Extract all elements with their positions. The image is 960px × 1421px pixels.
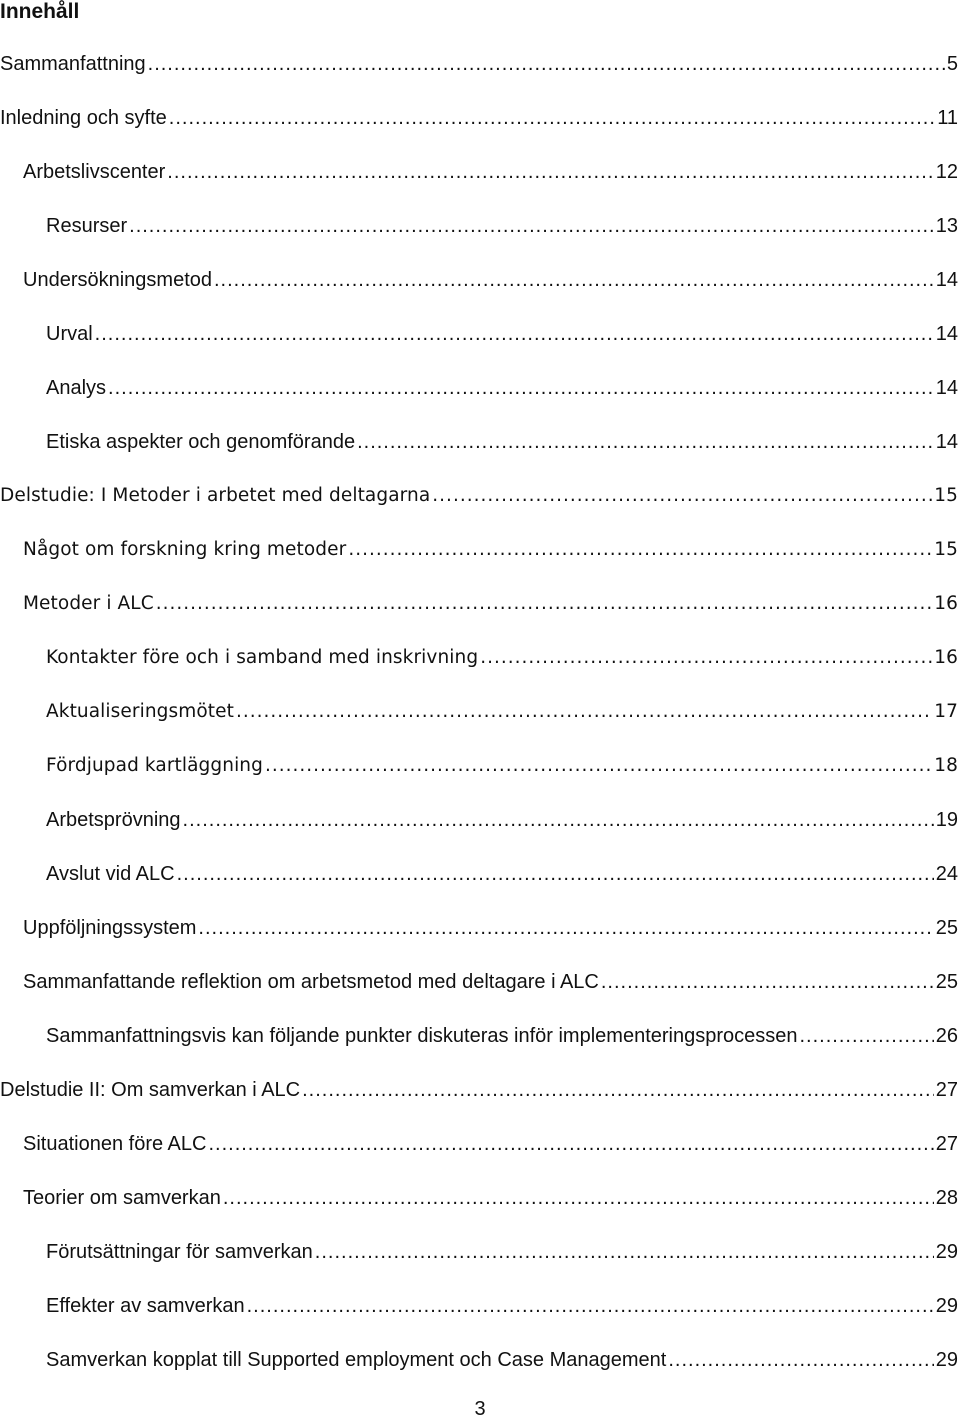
toc-entry-label[interactable]: Arbetsprövning [46,809,181,831]
dot-leader [236,698,932,726]
toc-entry[interactable] [0,1076,960,1130]
table-of-contents [0,50,960,1400]
toc-entry-label[interactable]: Sammanfattning [0,53,146,75]
dot-leader [480,644,932,672]
toc-entry-page[interactable]: 16 [934,593,958,614]
toc-entry-page[interactable]: 11 [937,107,958,129]
toc-entry-page[interactable]: 5 [946,53,958,75]
toc-entry-page[interactable]: 15 [934,539,958,560]
toc-entry-page[interactable]: 25 [935,971,958,993]
toc-entry[interactable] [0,698,960,752]
toc-entry-label[interactable]: Delstudie: I Metoder i arbetet med deltagarna [0,485,431,506]
toc-entry[interactable] [0,374,960,428]
toc-entry-page[interactable]: 17 [934,701,958,722]
toc-entry[interactable] [0,806,960,860]
toc-entry-label[interactable]: Sammanfattningsvis kan följande punkter diskuteras inför implementeringsprocessen [46,1025,798,1047]
dot-leader [208,1130,933,1158]
dot-leader [183,806,934,834]
toc-entry-page[interactable]: 26 [935,1025,958,1047]
toc-entry-page[interactable]: 29 [935,1349,958,1371]
dot-leader [214,266,934,294]
toc-entry-label[interactable]: Metoder i ALC [23,593,154,614]
toc-entry-label[interactable]: Fördjupad kartläggning [46,755,263,776]
dot-leader [169,104,935,132]
page-number: 3 [474,1398,486,1420]
toc-entry-label[interactable]: Undersökningsmetod [23,269,212,291]
toc-entry[interactable] [0,1238,960,1292]
toc-entry-page[interactable]: 12 [935,161,958,183]
toc-entry-label[interactable]: Något om forskning kring metoder [23,539,347,560]
dot-leader [348,536,932,564]
dot-leader [800,1022,934,1050]
toc-entry-page[interactable]: 14 [935,431,958,453]
toc-entry[interactable] [0,1130,960,1184]
dot-leader [223,1184,934,1212]
dot-leader [668,1346,933,1374]
toc-entry-page[interactable]: 18 [934,755,958,776]
dot-leader [148,50,945,78]
dot-leader [302,1076,934,1104]
toc-entry-page[interactable]: 27 [935,1133,958,1155]
toc-entry-label[interactable]: Inledning och syfte [0,107,167,129]
dot-leader [601,968,934,996]
toc-entry[interactable] [0,104,960,158]
toc-entry-label[interactable]: Avslut vid ALC [46,863,175,885]
toc-entry[interactable] [0,1292,960,1346]
toc-entry-page[interactable]: 14 [935,377,958,399]
toc-entry-label[interactable]: Arbetslivscenter [23,161,166,183]
dot-leader [129,212,934,240]
toc-entry-label[interactable]: Situationen före ALC [23,1133,207,1155]
dot-leader [247,1292,934,1320]
toc-entry-label[interactable]: Urval [46,323,93,345]
toc-entry-page[interactable]: 15 [934,485,958,506]
toc-entry[interactable] [0,968,960,1022]
toc-entry[interactable] [0,212,960,266]
toc-entry-label[interactable]: Kontakter före och i samband med inskrivning [46,647,479,668]
dot-leader [108,374,934,402]
toc-entry-page[interactable]: 13 [935,215,958,237]
dot-leader [265,752,932,780]
toc-entry-label[interactable]: Etiska aspekter och genomförande [46,431,356,453]
dot-leader [432,482,932,510]
toc-entry-label[interactable]: Analys [46,377,107,399]
toc-heading: Innehåll [0,0,80,23]
toc-entry-page[interactable]: 14 [935,269,958,291]
dot-leader [198,914,933,942]
toc-entry[interactable] [0,752,960,806]
toc-entry[interactable] [0,590,960,644]
toc-entry-page[interactable]: 29 [935,1295,958,1317]
dot-leader [167,158,933,186]
toc-entry-page[interactable]: 16 [934,647,958,668]
toc-entry[interactable] [0,428,960,482]
toc-entry-page[interactable]: 28 [935,1187,958,1209]
toc-entry-page[interactable]: 24 [935,863,958,885]
toc-entry[interactable] [0,50,960,104]
toc-entry-page[interactable]: 27 [935,1079,958,1101]
toc-entry-page[interactable]: 25 [935,917,958,939]
toc-entry[interactable] [0,266,960,320]
toc-entry-label[interactable]: Förutsättningar för samverkan [46,1241,313,1263]
toc-entry[interactable] [0,1346,960,1400]
toc-entry-label[interactable]: Sammanfattande reflektion om arbetsmetod med deltagare i ALC [23,971,599,993]
dot-leader [95,320,934,348]
toc-entry-label[interactable]: Delstudie II: Om samverkan i ALC [0,1079,301,1101]
toc-entry-page[interactable]: 14 [935,323,958,345]
toc-entry[interactable] [0,914,960,968]
toc-entry-label[interactable]: Resurser [46,215,128,237]
toc-entry[interactable] [0,482,960,536]
toc-entry[interactable] [0,158,960,212]
dot-leader [177,860,934,888]
toc-entry[interactable] [0,860,960,914]
toc-entry-page[interactable]: 19 [935,809,958,831]
toc-entry[interactable] [0,320,960,374]
toc-entry-page[interactable]: 29 [935,1241,958,1263]
toc-entry[interactable] [0,644,960,698]
toc-entry[interactable] [0,1022,960,1076]
dot-leader [357,428,934,456]
toc-entry-label[interactable]: Aktualiseringsmötet [46,701,234,722]
toc-entry[interactable] [0,1184,960,1238]
toc-entry-label[interactable]: Teorier om samverkan [23,1187,221,1209]
toc-entry[interactable] [0,536,960,590]
toc-entry-label[interactable]: Uppföljningssystem [23,917,197,939]
dot-leader [156,590,933,618]
dot-leader [315,1238,934,1266]
toc-entry-label[interactable]: Samverkan kopplat till Supported employment och Case Management [46,1349,667,1371]
toc-entry-label[interactable]: Effekter av samverkan [46,1295,245,1317]
